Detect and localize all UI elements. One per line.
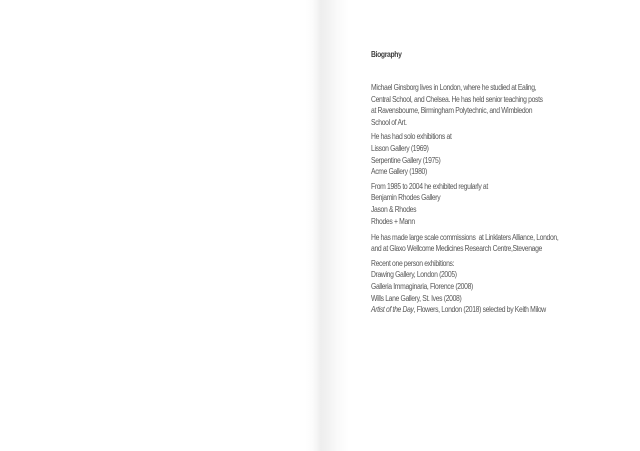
text-line: Lisson Gallery (1969) [371, 143, 429, 153]
text-line: Serpentine Gallery (1975) [371, 155, 441, 165]
text-line: Michael Ginsborg lives in London, where he studied at Ealing, [371, 83, 537, 92]
text-line: From 1985 to 2004 he exhibited regularly at [371, 181, 488, 191]
biography-content [371, 49, 626, 319]
right-page [349, 0, 640, 451]
text-line: He has made large scale commissions at Linklaters Alliance, London, [371, 232, 559, 242]
page-title: Biography [371, 50, 402, 59]
text-line: Rhodes + Mann [371, 216, 415, 226]
text-line: Benjamin Rhodes Gallery [371, 193, 441, 203]
text-line: School of Art. [371, 118, 407, 128]
regular-fragment: , Flowers, London (2018) selected by Keith Milow [413, 305, 546, 315]
text-line-mixed-format [371, 304, 626, 316]
paragraph-intro [371, 82, 626, 129]
paragraph-regular-exhibitions [371, 181, 626, 228]
text-line: Jason & Rhodes [371, 204, 417, 214]
paragraph-commissions [371, 232, 626, 255]
text-line: Drawing Gallery, London (2005) [371, 270, 457, 280]
text-line: Recent one person exhibitions: [371, 258, 455, 268]
text-line: Galleria Immaginaria, Florence (2008) [371, 282, 473, 291]
text-line: Wills Lane Gallery, St. Ives (2008) [371, 293, 462, 303]
text-line: and at Glaxo Wellcome Medicines Research Centre,Stevenage [371, 244, 542, 254]
paragraph-solo-exhibitions [371, 131, 626, 178]
text-line: He has had solo exhibitions at [371, 132, 452, 142]
italic-title-fragment: Artist of the Day [371, 305, 414, 315]
text-line: at Ravensbourne, Birmingham Polytechnic, and Wimbledon [371, 106, 533, 116]
text-line: Acme Gallery (1980) [371, 167, 427, 177]
left-page-blank [0, 0, 312, 451]
text-line: Central School, and Chelsea. He has held senior teaching posts [371, 94, 543, 104]
paragraph-recent-exhibitions [371, 258, 626, 316]
